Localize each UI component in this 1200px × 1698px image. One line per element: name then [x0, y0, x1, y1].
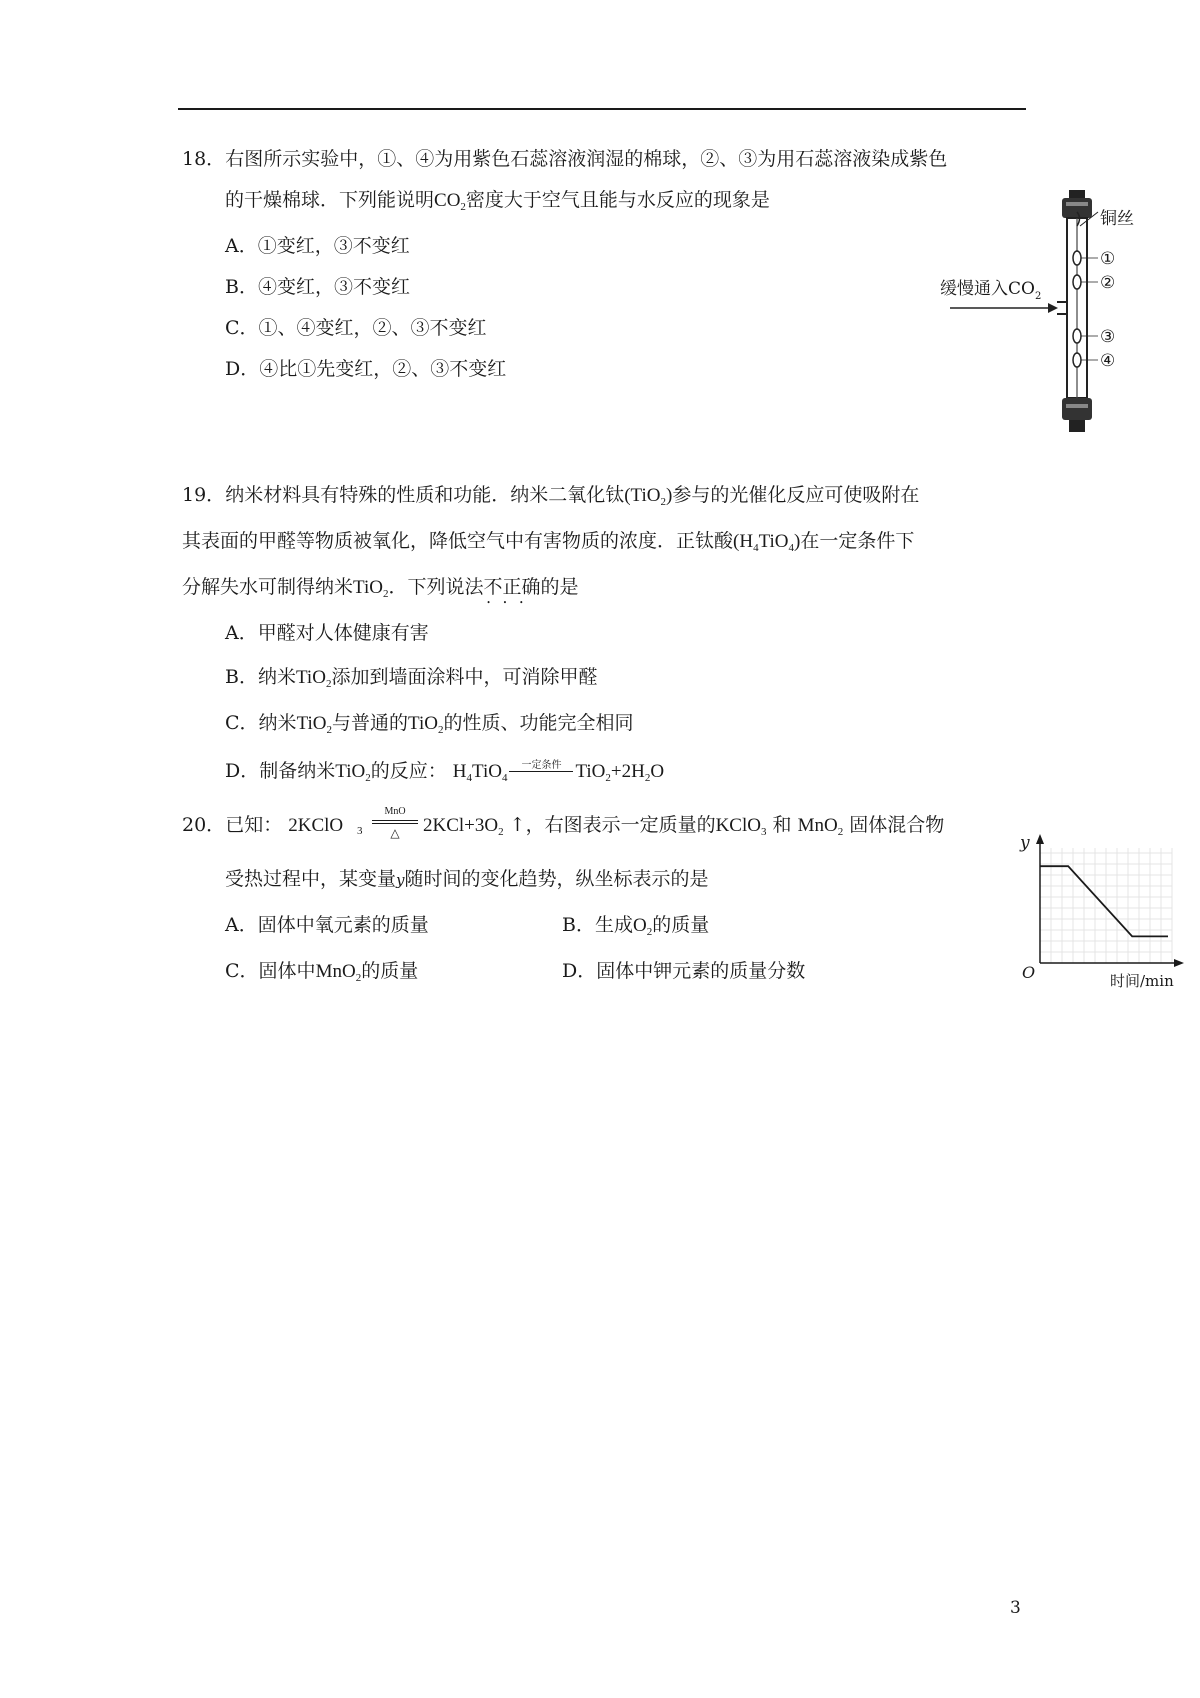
kclo3-sub: 3: [357, 825, 363, 837]
q20-option-a: A．固体中氧元素的质量: [225, 914, 429, 936]
q18-text-line1: 右图所示实验中，①、④为用紫色石蕊溶液润湿的棉球，②、③为用石蕊溶液染成紫色: [225, 148, 948, 170]
marker-2: ②: [1100, 273, 1116, 293]
q18-option-c: C．①、④变红，②、③不变红: [225, 317, 487, 339]
y-axis-label: y: [1020, 833, 1030, 853]
emphasis-not-correct: 不正确 • • •: [483, 578, 540, 597]
q18-line2: 的干燥棉球．下列能说明$CO_2$密度大于空气且能与水反应的现象是: [225, 189, 770, 213]
q19-line1: 19．纳米材料具有特殊的性质和功能．纳米二氧化钛(TiO$_2$)参与的光催化反应可使吸附在: [182, 484, 920, 508]
tio2-formula: (TiO$_2$): [624, 485, 673, 508]
q20-option-d: D．固体中钾元素的质量分数: [562, 960, 806, 982]
q20-option-b: B．生成$O_2$的质量: [562, 914, 710, 938]
q19-option-a: A．甲醛对人体健康有害: [225, 622, 429, 644]
q19-option-d: D．制备纳米TiO$_2$的反应： $H_4TiO_4$ 一定条件 $TiO_2+2H_2O$: [225, 760, 665, 784]
h4tio4-formula: $(H_4TiO_4)$: [733, 531, 801, 554]
q20-option-c: C．固体中MnO$_2$的质量: [225, 960, 419, 984]
page-number: 3: [1010, 1598, 1021, 1618]
q18-line1: [182, 150, 947, 169]
q20-line1: 20．已知： 2KClO: [182, 816, 349, 835]
reaction-equation: $H_4TiO_4$: [452, 761, 508, 784]
q20-line1-rest: $2KCl+3O_2$ ↑，右图表示一定质量的KClO$_3$ 和 MnO$_2$ 固体混合物: [423, 814, 945, 838]
x-axis-label: 时间/min: [1110, 972, 1174, 988]
chart-grid: [1040, 848, 1172, 963]
marker-3: ③: [1100, 327, 1116, 347]
decomposition-equation: 2KClO: [288, 815, 344, 836]
copper-wire-label: 铜丝: [1100, 209, 1134, 229]
header-rule: [178, 108, 1026, 110]
q19-option-b: B．纳米TiO$_2$添加到墙面涂料中，可消除甲醛: [225, 666, 598, 690]
q19-line3: 分解失水可制得纳米TiO$_2$．下列说法不正确 • • •的是: [182, 578, 579, 597]
q20-chart: [1000, 828, 1200, 988]
q18-apparatus-figure: [940, 190, 1200, 440]
origin-label: O: [1022, 963, 1036, 982]
q19-line2: 其表面的甲醛等物质被氧化，降低空气中有害物质的浓度．正钛酸$(H_4TiO_4)$在一定条件下: [182, 530, 915, 554]
co2-formula: $CO_2$: [434, 190, 466, 213]
q18-option-b: B．④变红，③不变红: [225, 276, 410, 298]
x-axis-arrow: [1174, 959, 1184, 967]
marker-4: ④: [1100, 351, 1116, 371]
series-line: [1040, 866, 1168, 936]
marker-1: ①: [1100, 249, 1116, 269]
inlet-label: 缓慢通入$CO_2$: [940, 279, 1042, 302]
q18-option-d: D．④比①先变红，②、③不变红: [225, 358, 507, 380]
q18-number: 18．: [182, 148, 226, 170]
y-axis-arrow: [1036, 834, 1044, 844]
catalyst-condition: MnO △: [372, 806, 418, 840]
q19-option-c: C．纳米TiO$_2$与普通的TiO$_2$的性质、功能完全相同: [225, 712, 634, 736]
q18-option-a: A．①变红，③不变红: [225, 235, 410, 257]
q20-line2: 受热过程中，某变量y随时间的变化趋势，纵坐标表示的是: [225, 868, 709, 890]
heat-symbol: △: [390, 826, 400, 840]
condition-label: 一定条件: [521, 760, 562, 771]
